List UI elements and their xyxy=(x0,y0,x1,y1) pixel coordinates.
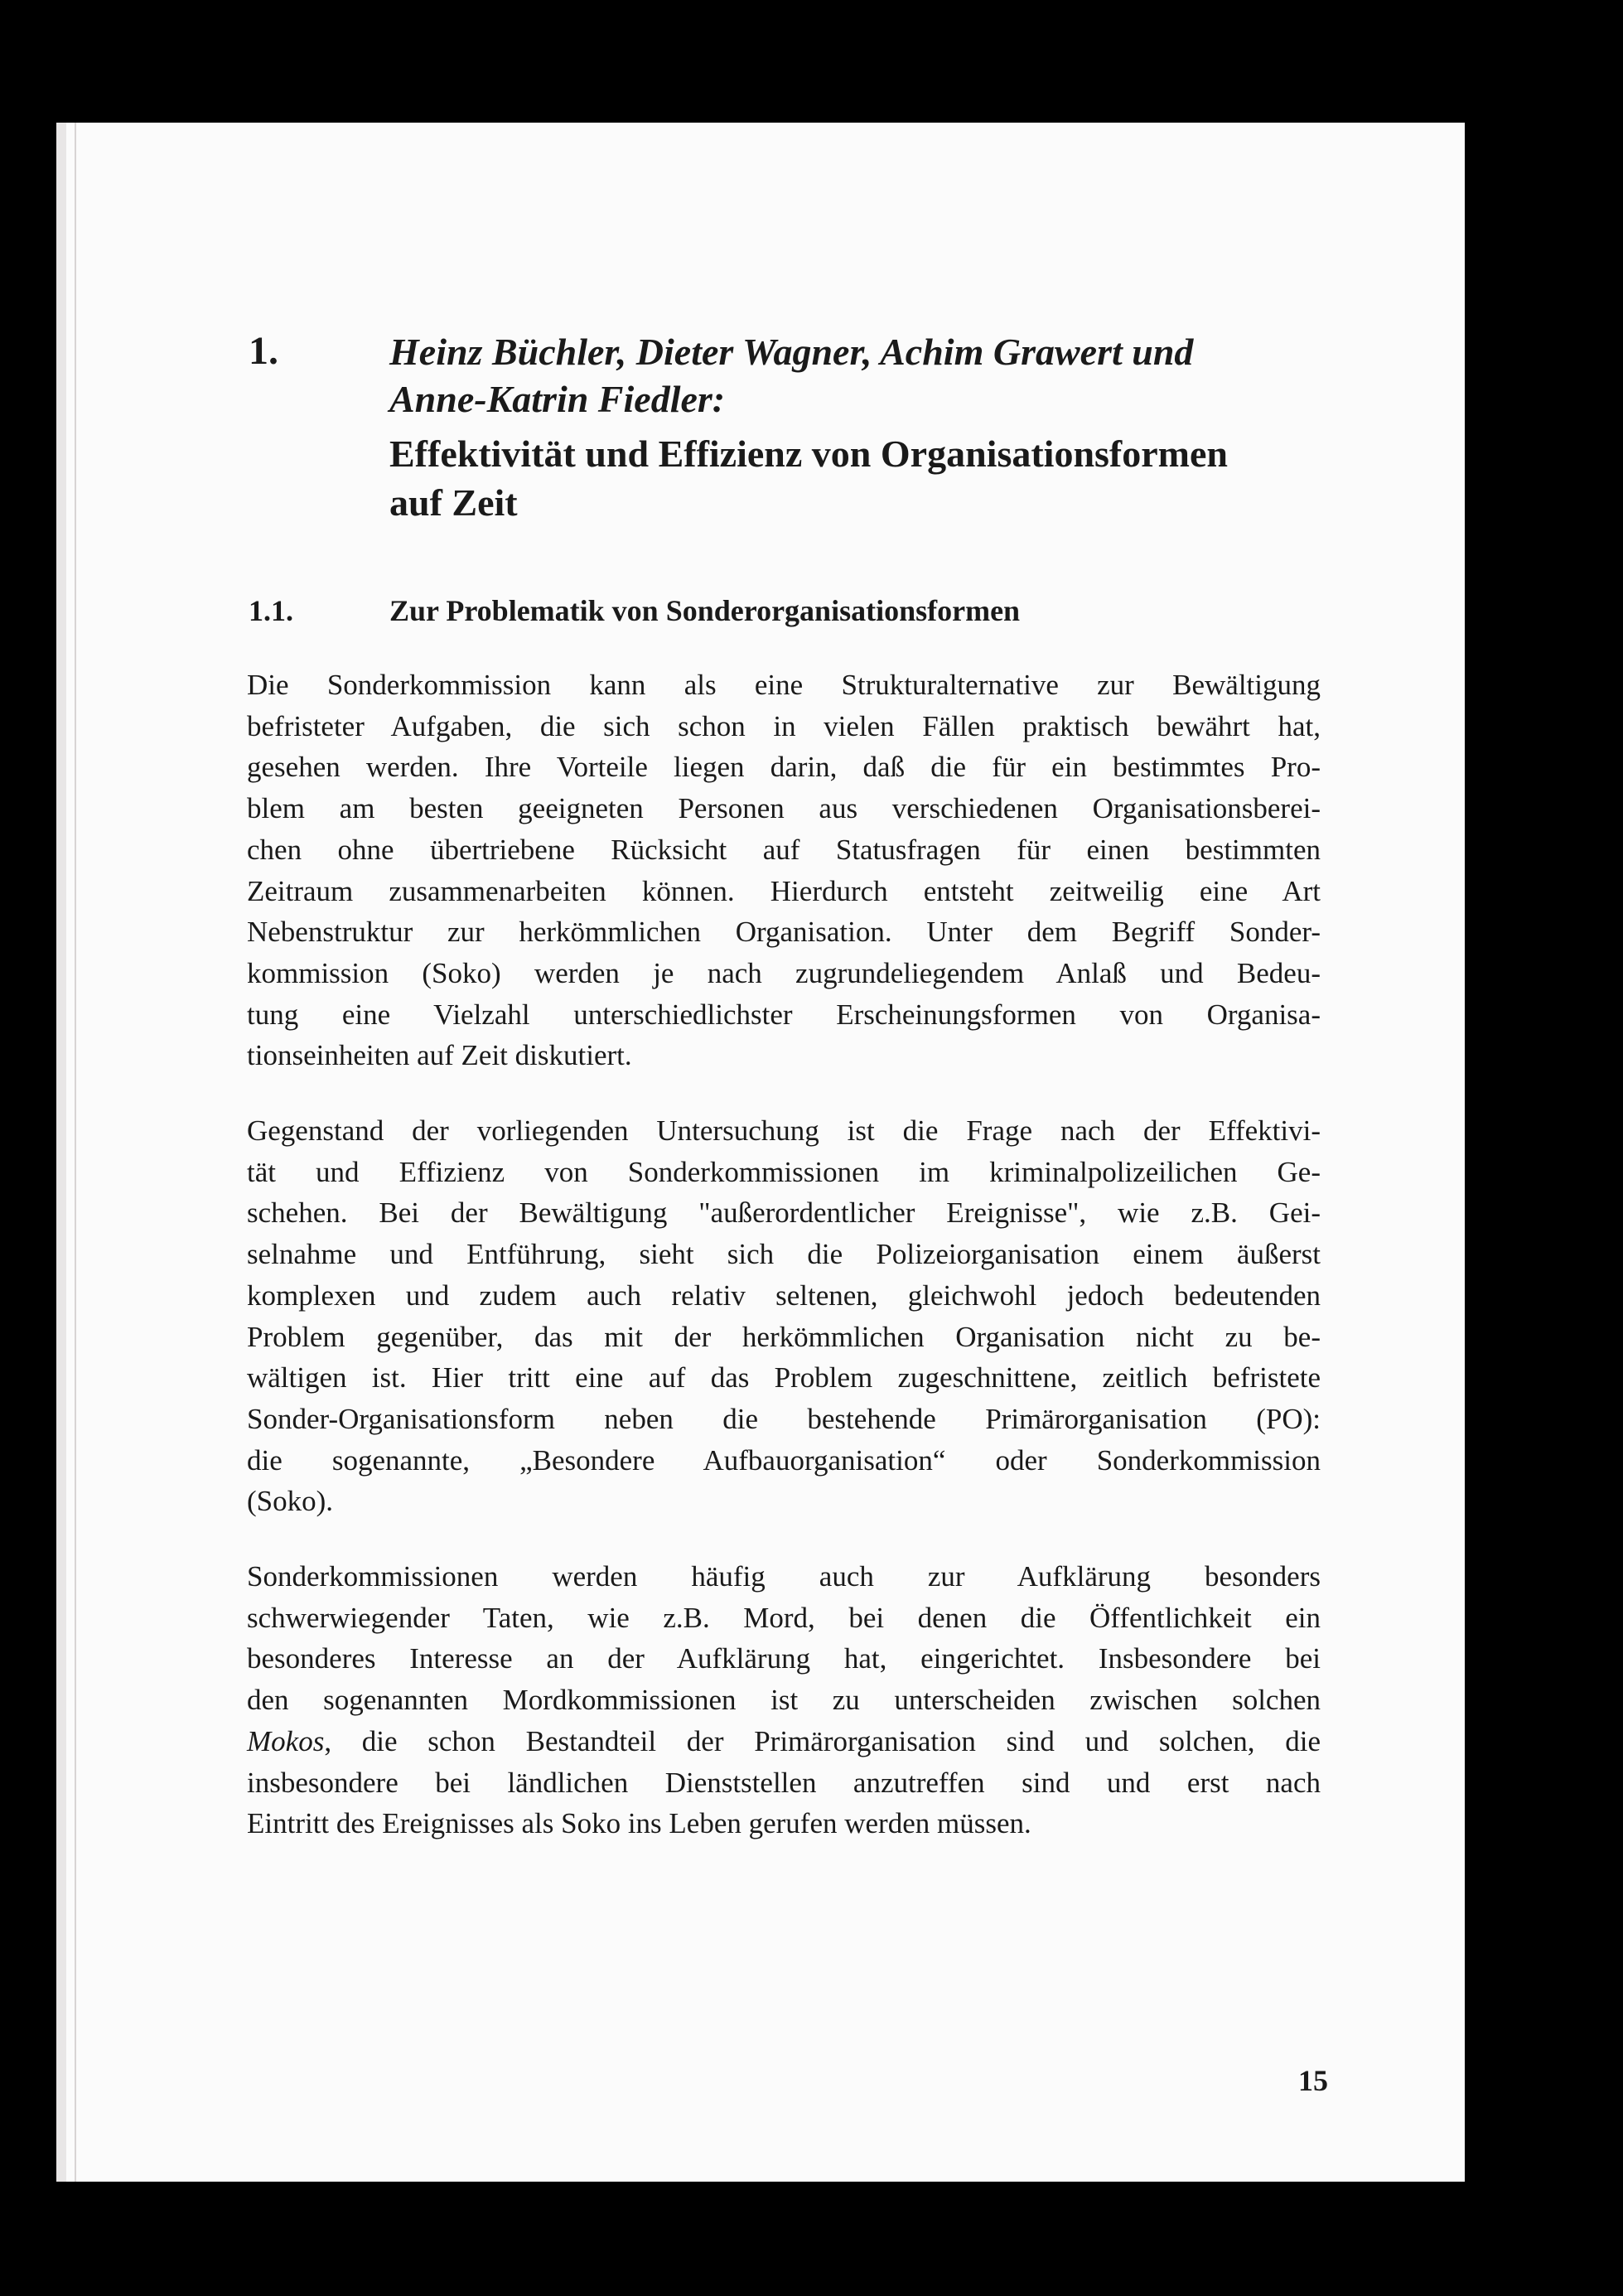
page-number: 15 xyxy=(1298,2064,1328,2097)
chapter-authors-line-2: Anne-Katrin Fiedler: xyxy=(389,378,726,420)
paragraph-line: Nebenstruktur zur herkömmlichen Organisation. Unter dem Begriff Sonder- xyxy=(247,916,1321,949)
paragraph-line: die sogenannte, „Besondere Aufbauorganisation“ oder Sonderkommission xyxy=(247,1443,1321,1477)
paragraph-line: den sogenannten Mordkommissionen ist zu unterscheiden zwischen solchen xyxy=(247,1684,1321,1717)
paragraph-line: tung eine Vielzahl unterschiedlichster Erscheinungsformen von Organisa- xyxy=(247,998,1321,1031)
paragraph-line: insbesondere bei ländlichen Dienststellen anzutreffen sind und erst nach xyxy=(247,1766,1321,1799)
paragraph-line: blem am besten geeigneten Personen aus verschiedenen Organisationsberei- xyxy=(247,792,1321,825)
paragraph-line: Sonderkommissionen werden häufig auch zur Aufklärung besonders xyxy=(247,1560,1321,1593)
paragraph-line: Die Sonderkommission kann als eine Strukturalternative zur Bewältigung xyxy=(247,669,1321,701)
paragraph-line: kommission (Soko) werden je nach zugrundeliegendem Anlaß und Bedeu- xyxy=(247,956,1321,989)
paragraph-line: (Soko). xyxy=(247,1485,334,1518)
paragraph-3 xyxy=(247,1556,1321,1844)
paragraph-line: wältigen ist. Hier tritt eine auf das Problem zugeschnittene, zeitlich befristete xyxy=(247,1361,1321,1395)
paragraph-line: Problem gegenüber, das mit der herkömmlichen Organisation nicht zu be- xyxy=(247,1320,1321,1353)
section-number: 1.1. xyxy=(249,594,293,627)
chapter-number: 1. xyxy=(249,329,278,373)
paragraph-line xyxy=(247,1721,1321,1762)
paragraph-line-rest: , die schon Bestandteil der Primärorganisation sind und solchen, die xyxy=(324,1724,1321,1757)
page-binding-edge xyxy=(75,123,76,2182)
paragraph-line: tionseinheiten auf Zeit diskutiert. xyxy=(247,1039,632,1072)
chapter-authors-line-1: Heinz Büchler, Dieter Wagner, Achim Grawert und xyxy=(389,331,1194,373)
paragraph-line: tät und Effizienz von Sonderkommissionen im kriminalpolizeilichen Ge- xyxy=(247,1155,1321,1188)
paragraph-line: selnahme und Entführung, sieht sich die Polizeiorganisation einem äußerst xyxy=(247,1238,1321,1271)
paragraph-line: schwerwiegender Taten, wie z.B. Mord, bei denen die Öffentlichkeit ein xyxy=(247,1601,1321,1634)
paragraph-line: besonderes Interesse an der Aufklärung hat, eingerichtet. Insbesondere bei xyxy=(247,1642,1321,1675)
paragraph-line: befristeter Aufgaben, die sich schon in vielen Fällen praktisch bewährt hat, xyxy=(247,709,1321,742)
paragraph-line: Eintritt des Ereignisses als Soko ins Leben gerufen werden müssen. xyxy=(247,1807,1031,1840)
chapter-title-line-2: auf Zeit xyxy=(389,481,518,524)
paragraph-2 xyxy=(247,1110,1321,1522)
chapter-title-line-1: Effektivität und Effizienz von Organisationsformen xyxy=(389,433,1228,475)
book-page xyxy=(56,123,1465,2182)
paragraph-line: Gegenstand der vorliegenden Untersuchung ist die Frage nach der Effektivi- xyxy=(247,1114,1321,1147)
paragraph-1 xyxy=(247,665,1321,1076)
mokos-italic: Mokos xyxy=(247,1724,325,1757)
paragraph-line: gesehen werden. Ihre Vorteile liegen darin, daß die für ein bestimmtes Pro- xyxy=(247,751,1321,784)
paragraph-line: Zeitraum zusammenarbeiten können. Hierdurch entsteht zeitweilig eine Art xyxy=(247,874,1321,907)
chapter-authors xyxy=(389,328,1400,423)
paragraph-line: komplexen und zudem auch relativ seltenen, gleichwohl jedoch bedeutenden xyxy=(247,1279,1321,1312)
paragraph-line: Sonder-Organisationsform neben die bestehende Primärorganisation (PO): xyxy=(247,1402,1321,1435)
paragraph-line: schehen. Bei der Bewältigung "außerordentlicher Ereignisse", wie z.B. Gei- xyxy=(247,1196,1321,1230)
section-title: Zur Problematik von Sonderorganisationsformen xyxy=(389,594,1021,627)
chapter-title xyxy=(389,429,1408,527)
paragraph-line: chen ohne übertriebene Rücksicht auf Statusfragen für einen bestimmten xyxy=(247,833,1321,866)
